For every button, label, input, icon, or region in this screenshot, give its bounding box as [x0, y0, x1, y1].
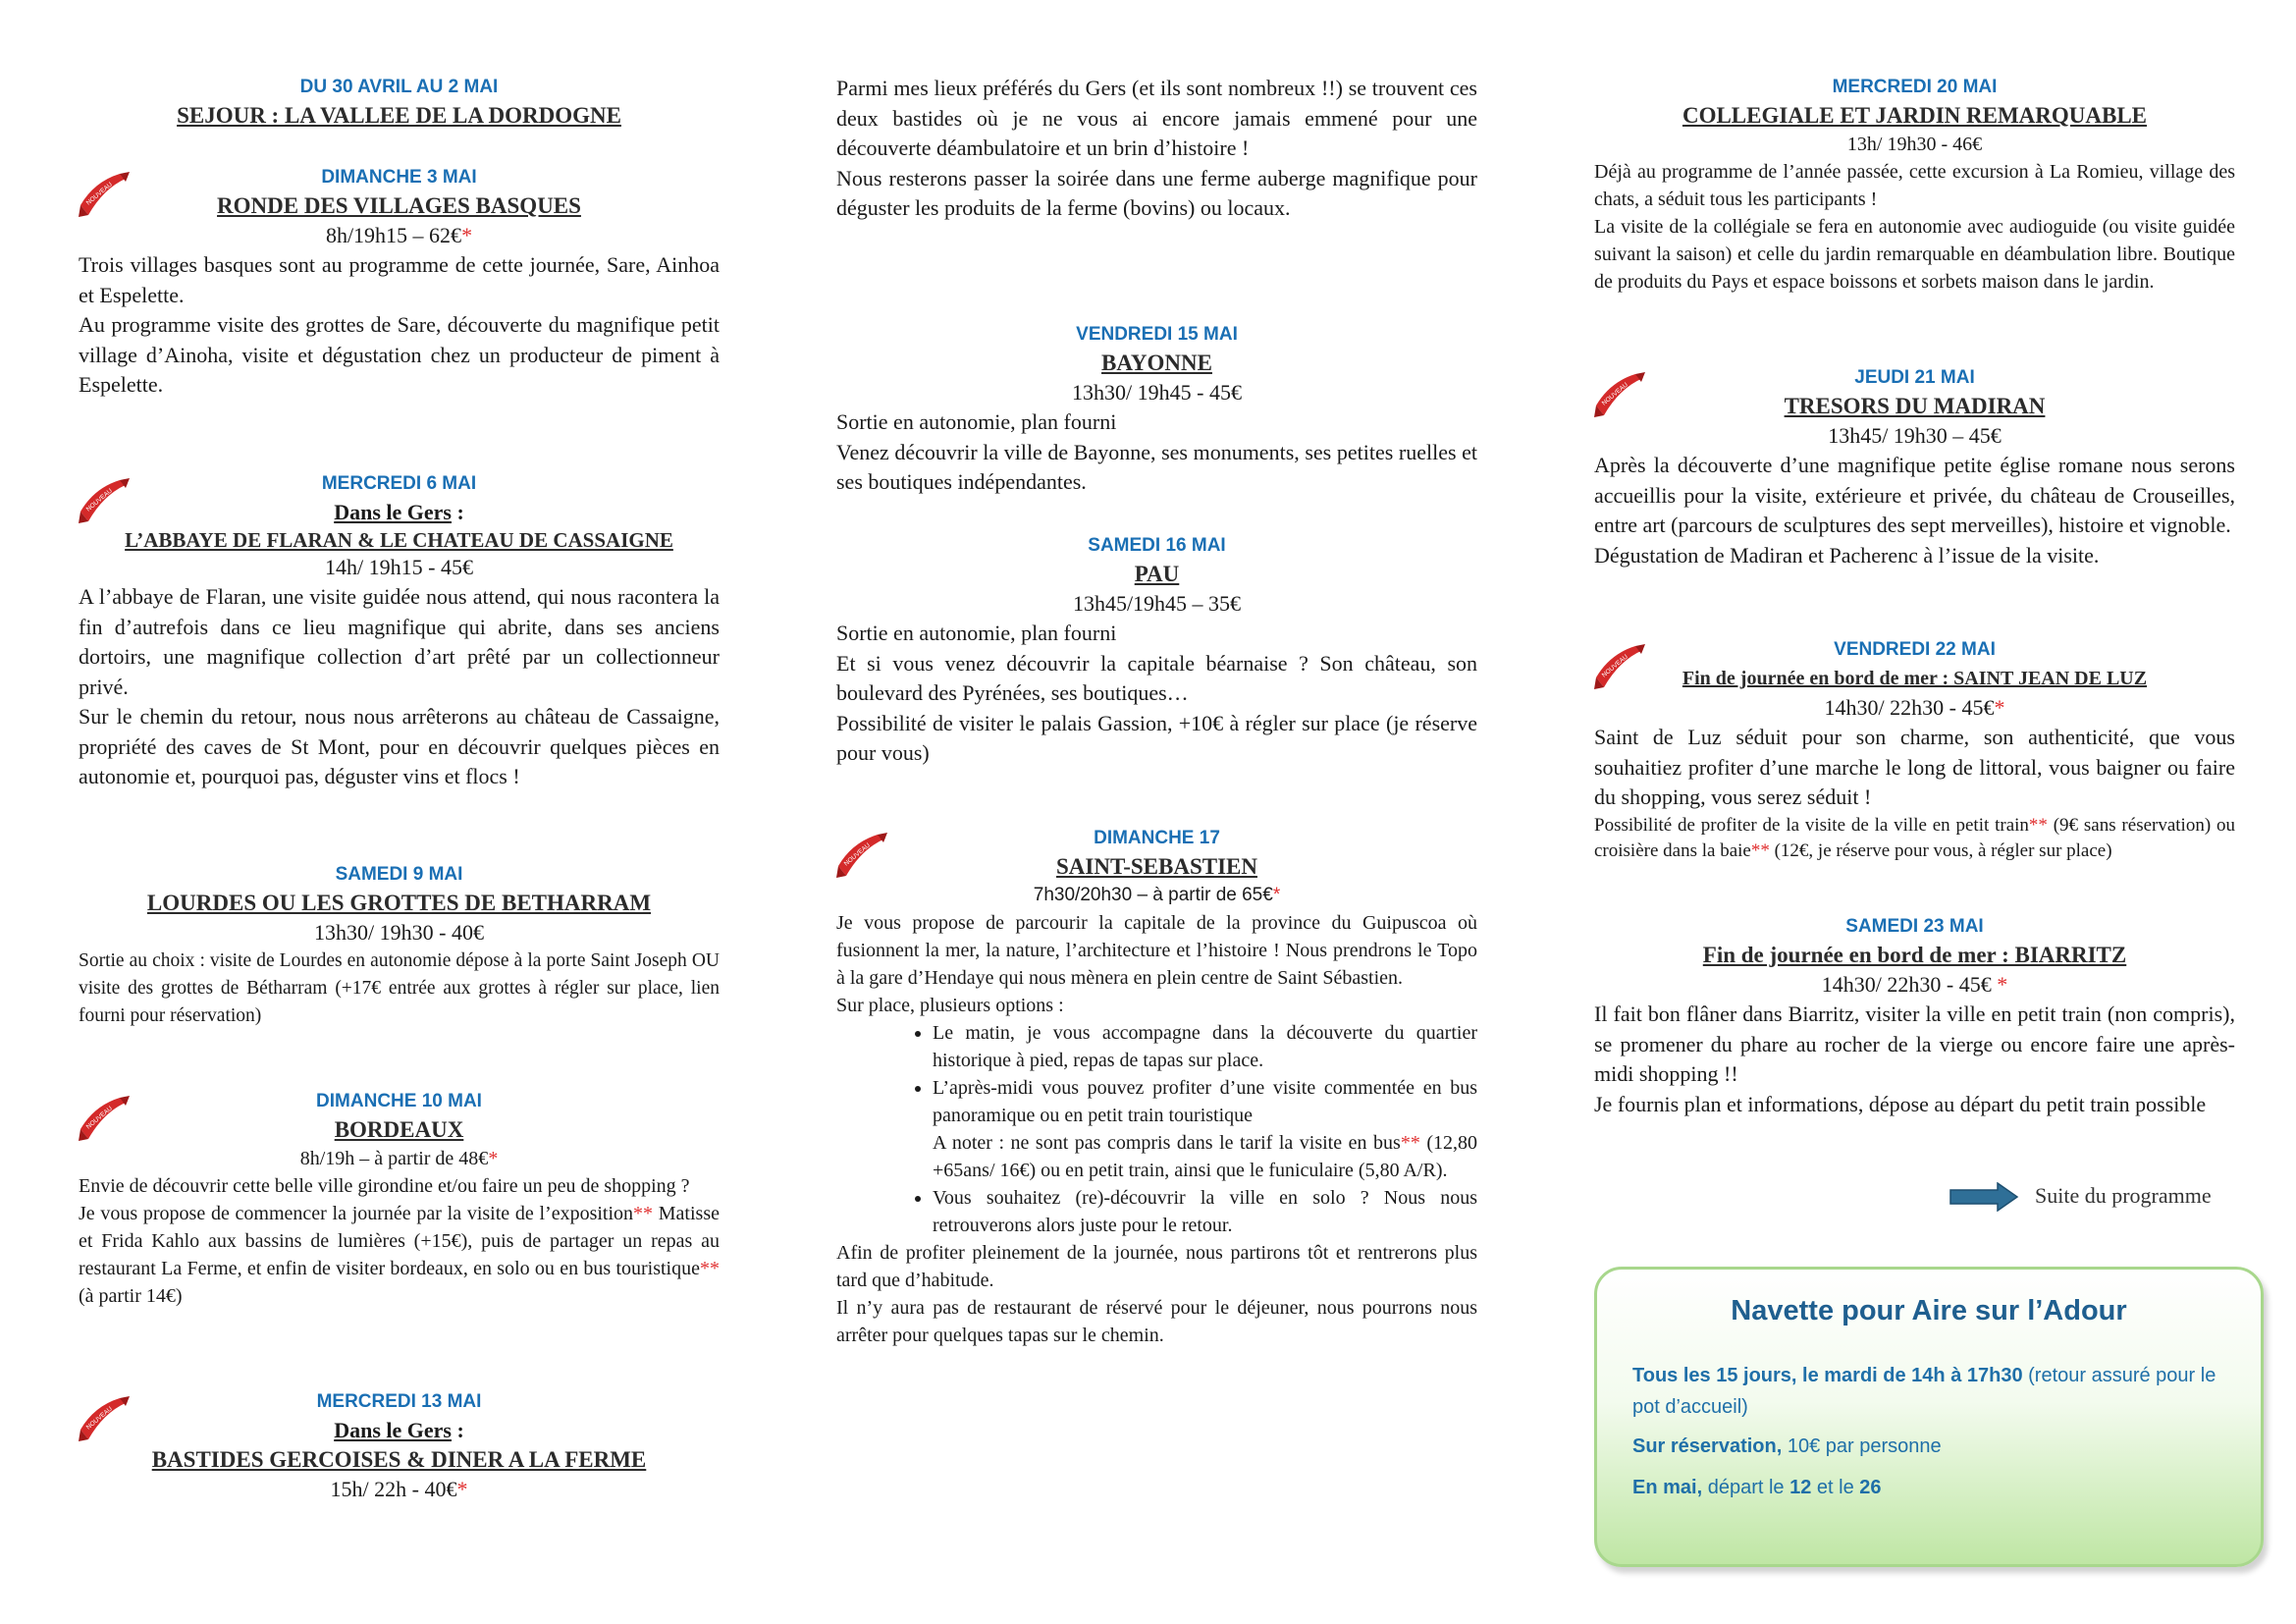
event-description: Après la découverte d’une magnifique petite église romane nous serons accueillis pour la visite, extérieure et privée, du château de Crouseilles, entre art (parcours de sculptures des sept merveilles), histoire et vignoble. — [1594, 453, 2235, 537]
event-collegiale — [1594, 74, 2235, 296]
event-description-2: Je vous propose de commencer la journée par la visite de l’exposition** Matisse et Frida Kahlo aux bassins de lumières (+15€), puis de partager un repas au restaurant La Ferme, et enfin de visiter bordeaux, en solo ou en bus touristique** (à partir 14€) — [79, 1203, 720, 1307]
event-dordogne — [79, 74, 720, 131]
event-title: LOURDES OU LES GROTTES DE BETHARRAM — [146, 891, 652, 915]
event-bayonne — [836, 321, 1477, 498]
event-description-3: Possibilité de visiter le palais Gassion, +10€ à régler sur place (je réserve pour vous) — [836, 710, 1477, 765]
shuttle-title: Navette pour Aire sur l’Adour — [1731, 1295, 2127, 1326]
event-description-2: Je fournis plan et informations, dépose au départ du petit train possible — [1594, 1091, 2207, 1116]
event-time: 8h/19h15 – 62€* — [325, 223, 473, 247]
event-description-2: Sur place, plusieurs options : — [836, 995, 1064, 1016]
shuttle-schedule: Tous les 15 jours, le mardi de 14h à 17h30 (retour assuré pour le pot d’accueil) — [1632, 1365, 2216, 1418]
event-description-2: Venez découvrir la ville de Bayonne, ses monuments, ses petites ruelles et ses boutiques indépendantes. — [836, 439, 1477, 494]
new-ribbon-icon — [77, 476, 132, 529]
event-title: BORDEAUX — [334, 1117, 464, 1142]
event-time: 14h/ 19h15 - 45€ — [325, 555, 473, 579]
event-description: Sortie au choix : visite de Lourdes en autonomie dépose à la porte Saint Joseph OU visite des grottes de Bétharram (+17€ entrée aux grottes à régler sur place, lien fourni pour réservation) — [79, 950, 720, 1026]
event-title: COLLEGIALE ET JARDIN REMARQUABLE — [1682, 103, 2148, 128]
list-item: • L’après-midi vous pouvez profiter d’une visite commentée en bus panoramique ou en petit train touristique — [933, 1074, 1477, 1129]
event-time: 13h/ 19h30 - 46€ — [1846, 134, 1983, 155]
event-description: Sortie en autonomie, plan fourni — [836, 409, 1117, 434]
event-time: 14h30/ 22h30 - 45€* — [1824, 695, 2005, 720]
list-item: • Le matin, je vous accompagne dans la découverte du quartier historique à pied, repas de tapas sur place. — [933, 1019, 1477, 1074]
event-saint-sebastien — [836, 825, 1477, 1349]
event-time: 13h45/19h45 – 35€ — [1072, 591, 1242, 616]
event-description-2: Au programme visite des grottes de Sare, découverte du magnifique petit village d’Ainoha, visite et dégustation chez un producteur de piment à Espelette. — [79, 312, 720, 397]
event-description-2: Sur le chemin du retour, nous nous arrêterons au château de Cassaigne, propriété des caves de St Mont, pour en découvrir quelques pièces en autonomie et, pourquoi pas, déguster vins et flocs ! — [79, 704, 720, 788]
event-description: Saint de Luz séduit pour son charme, son authenticité, que vous souhaitiez profiter d’une marche le long de littoral, vous baigner ou faire du shopping, vous serez séduit ! — [1594, 725, 2235, 809]
event-subtitle: Dans le Gers : — [334, 1418, 464, 1442]
event-title: BAYONNE — [1101, 351, 1212, 375]
event-description-2: La visite de la collégiale se fera en autonomie avec audioguide (ou visite guidée suivant la saison) et celle du jardin remarquable en déambulation libre. Boutique de produits du Pays et espace boissons et sorbets maison dans le jardin. — [1594, 216, 2235, 293]
event-time: 13h30/ 19h45 - 45€ — [1072, 380, 1242, 405]
event-date: VENDREDI 22 MAI — [1834, 639, 1996, 660]
event-biarritz — [1594, 913, 2235, 1119]
options-list-2 — [836, 1184, 1477, 1239]
event-description-2: Dégustation de Madiran et Pacherenc à l’issue de la visite. — [1594, 542, 2100, 568]
options-list — [836, 1019, 1477, 1129]
event-title: L’ABBAYE DE FLARAN & LE CHATEAU DE CASSAIGNE — [125, 528, 673, 552]
next-page-label: Suite du programme — [2035, 1183, 2212, 1208]
new-ribbon-icon — [77, 1094, 132, 1147]
event-date: MERCREDI 20 MAI — [1832, 77, 1998, 97]
event-title: PAU — [1134, 562, 1180, 586]
event-date: VENDREDI 15 MAI — [1076, 324, 1238, 345]
event-description-4: Il n’y aura pas de restaurant de réservé pour le déjeuner, nous pourrons nous arrêter pour quelques tapas sur le chemin. — [836, 1297, 1477, 1346]
intro-text: Parmi mes lieux préférés du Gers (et ils sont nombreux !!) se trouvent ces deux bastides où je ne vous ai encore jamais emmené pour une découverte déambulatoire et un brin d’histoire ! — [836, 76, 1477, 160]
event-title: Fin de journée en bord de mer : SAINT JEAN DE LUZ — [1682, 668, 2148, 689]
event-date: MERCREDI 6 MAI — [321, 473, 477, 494]
event-date: DIMANCHE 10 MAI — [316, 1091, 482, 1111]
new-ribbon-icon — [1592, 370, 1647, 423]
event-description: Il fait bon flâner dans Biarritz, visiter la ville en petit train (non compris), se promener du phare au rocher de la vierge ou encore faire une après-midi shopping !! — [1594, 1001, 2235, 1086]
event-time: 7h30/20h30 – à partir de 65€* — [1033, 885, 1281, 905]
event-description: Sortie en autonomie, plan fourni — [836, 621, 1117, 645]
next-page-link[interactable] — [1949, 1180, 2243, 1214]
shuttle-dates: En mai, départ le 12 et le 26 — [1632, 1477, 1882, 1498]
shuttle-info-box — [1594, 1267, 2264, 1567]
event-title: BASTIDES GERCOISES & DINER A LA FERME — [151, 1447, 647, 1472]
note-text: A noter : ne sont pas compris dans le tarif la visite en bus** (12,80 +65ans/ 16€) ou en petit train, ainsi que le funiculaire (5,80 A/R). — [933, 1132, 1477, 1181]
event-time: 13h45/ 19h30 – 45€ — [1828, 423, 2002, 448]
event-date: DU 30 AVRIL AU 2 MAI — [299, 77, 499, 97]
event-date: MERCREDI 13 MAI — [316, 1391, 482, 1412]
event-title: TRESORS DU MADIRAN — [1784, 394, 2046, 418]
new-ribbon-icon — [834, 831, 889, 884]
arrow-right-icon — [1949, 1182, 2019, 1212]
event-title: SEJOUR : LA VALLEE DE LA DORDOGNE — [177, 103, 621, 128]
event-date: SAMEDI 23 MAI — [1845, 916, 1984, 937]
bastides-continued — [836, 74, 1477, 224]
list-item: • Vous souhaitez (re)-découvrir la ville en solo ? Nous nous retrouverons alors juste pour le retour. — [933, 1184, 1477, 1239]
event-title: SAINT-SEBASTIEN — [1056, 854, 1257, 879]
new-ribbon-icon — [77, 1394, 132, 1447]
event-flaran — [79, 470, 720, 792]
event-title: Fin de journée en bord de mer : BIARRITZ — [1702, 943, 2127, 967]
event-description-3: Afin de profiter pleinement de la journée, nous partirons tôt et rentrerons plus tard que d’habitude. — [836, 1242, 1477, 1291]
event-date: DIMANCHE 17 — [1094, 828, 1220, 848]
event-description: Je vous propose de parcourir la capitale de la province du Guipuscoa où fusionnent la mer, la nature, l’architecture et l’histoire ! Nous prendrons le Topo à la gare d’Hendaye qui nous mènera en plein centre de Saint Sébastien. — [836, 912, 1477, 989]
event-madiran — [1594, 364, 2235, 570]
event-pau — [836, 532, 1477, 769]
event-bordeaux — [79, 1088, 720, 1310]
event-time: 14h30/ 22h30 - 45€ * — [1821, 972, 2008, 997]
event-description: Déjà au programme de l’année passée, cette excursion à La Romieu, village des chats, a séduit tous les participants ! — [1594, 161, 2235, 210]
event-time: 15h/ 22h - 40€* — [330, 1477, 468, 1501]
event-time: 13h30/ 19h30 - 40€ — [314, 920, 484, 945]
new-ribbon-icon — [77, 170, 132, 223]
event-saint-jean-de-luz — [1594, 636, 2235, 864]
event-description-2: Et si vous venez découvrir la capitale béarnaise ? Son château, son boulevard des Pyrénées, ses boutiques… — [836, 650, 1477, 705]
new-ribbon-icon — [1592, 642, 1647, 695]
event-description: Trois villages basques sont au programme de cette journée, Sare, Ainhoa et Espelette. — [79, 252, 720, 307]
event-lourdes — [79, 861, 720, 1030]
event-description-2: Possibilité de profiter de la visite de la ville en petit train** (9€ sans réservation) ou croisière dans la baie** (12€, je réserve pour vous, à régler sur place) — [1594, 814, 2235, 861]
intro-text-2: Nous resterons passer la soirée dans une ferme auberge magnifique pour déguster les produits de la ferme (bovins) ou locaux. — [836, 165, 1477, 220]
event-date: JEUDI 21 MAI — [1854, 367, 1975, 388]
event-time: 8h/19h – à partir de 48€* — [299, 1148, 499, 1169]
event-date: SAMEDI 16 MAI — [1088, 535, 1226, 556]
event-date: SAMEDI 9 MAI — [335, 864, 463, 885]
event-title: RONDE DES VILLAGES BASQUES — [217, 193, 581, 218]
shuttle-booking: Sur réservation, 10€ par personne — [1632, 1435, 1942, 1457]
event-date: DIMANCHE 3 MAI — [321, 167, 477, 188]
event-description: A l’abbaye de Flaran, une visite guidée nous attend, qui nous racontera la fin d’autrefois dans ce lieu magnifique qui abrite, dans ses anciens dortoirs, une magnifique collection d’art prêté par un collectionneur privé. — [79, 584, 720, 699]
event-description: Envie de découvrir cette belle ville girondine et/ou faire un peu de shopping ? — [79, 1175, 690, 1197]
event-subtitle: Dans le Gers : — [334, 500, 464, 524]
event-villages-basques — [79, 164, 720, 401]
event-bastides — [79, 1388, 720, 1504]
